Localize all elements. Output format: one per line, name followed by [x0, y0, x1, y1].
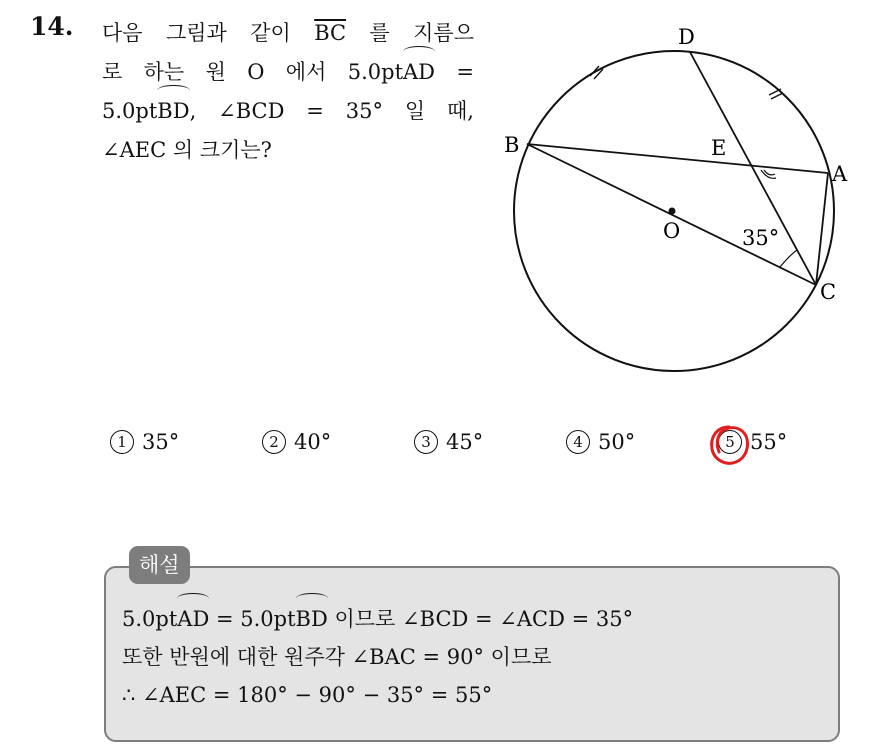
question-number: 14.	[30, 12, 74, 41]
tick-mark-arc-ad	[769, 89, 783, 99]
solution-text	[122, 600, 633, 714]
solution-text-segment: ∴ ∠AEC = 180° − 90° − 35° = 55°	[122, 683, 493, 707]
choice-value: 40°	[294, 430, 332, 454]
choice-4[interactable]	[566, 430, 635, 454]
choice-number-badge: 2	[262, 430, 286, 454]
point-label-d: D	[678, 25, 695, 49]
choice-value: 35°	[142, 430, 180, 454]
question-text-segment: 5.0pt	[102, 99, 158, 123]
choice-number-badge: 1	[110, 430, 134, 454]
center-point	[669, 208, 676, 215]
solution-text-segment: 5.0pt	[122, 607, 178, 631]
answer-choices	[110, 430, 830, 464]
choice-3[interactable]	[414, 430, 483, 454]
segment-ba	[527, 144, 828, 173]
arc-ad-label: AD	[403, 53, 435, 92]
question-text-segment: 다음 그림과 같이	[102, 21, 315, 45]
question-text-segment: ∠AEC 의 크기는?	[102, 138, 272, 162]
question-line-3	[102, 92, 474, 131]
arc-bd-label: BD	[157, 92, 189, 131]
solution-tag: 해설	[129, 546, 190, 584]
point-label-e: E	[711, 136, 727, 160]
solution-text-segment: 또한 반원에 대한 원주각 ∠BAC = 90° 이므로	[122, 645, 552, 669]
segment-ac	[816, 173, 828, 285]
question-line-2	[102, 53, 474, 92]
choice-value: 55°	[750, 430, 788, 454]
segment-bc	[527, 144, 816, 285]
question-text-segment: 를 지름으	[346, 21, 475, 45]
choice-1[interactable]	[110, 430, 179, 454]
choice-value: 50°	[598, 430, 636, 454]
question-text	[102, 14, 474, 170]
solution-text-segment: 이므로 ∠BCD = ∠ACD = 35°	[327, 607, 634, 631]
point-label-o: O	[663, 219, 681, 243]
segment-dc	[690, 52, 816, 285]
point-label-a: A	[832, 162, 848, 186]
question-line-4	[102, 131, 474, 170]
choice-number-badge: 3	[414, 430, 438, 454]
segment-bc-label: $\overline{BC}$	[314, 21, 347, 45]
angle-label-bcd: 35°	[742, 226, 780, 250]
answer-circle-mark	[706, 422, 754, 470]
choice-2[interactable]	[262, 430, 331, 454]
choice-value: 45°	[446, 430, 484, 454]
choice-number-badge: 4	[566, 430, 590, 454]
question-text-segment: 로 하는 원 O 에서 5.0pt	[102, 60, 404, 84]
arc-ad-label: AD	[177, 600, 209, 638]
geometry-figure	[498, 18, 868, 378]
question-text-segment: , ∠BCD = 35° 일 때,	[189, 99, 474, 123]
solution-text-segment: = 5.0pt	[209, 607, 296, 631]
angle-arc-aec-inner	[764, 170, 775, 175]
question-text-segment: =	[435, 60, 474, 84]
solution-line-1	[122, 600, 633, 638]
solution-line-3	[122, 676, 633, 714]
angle-arc-bcd	[780, 250, 797, 267]
point-label-b: B	[504, 133, 520, 157]
point-label-c: C	[820, 280, 837, 304]
arc-bd-label: BD	[296, 600, 328, 638]
choice-number-badge: 5	[718, 430, 742, 454]
solution-line-2	[122, 638, 633, 676]
